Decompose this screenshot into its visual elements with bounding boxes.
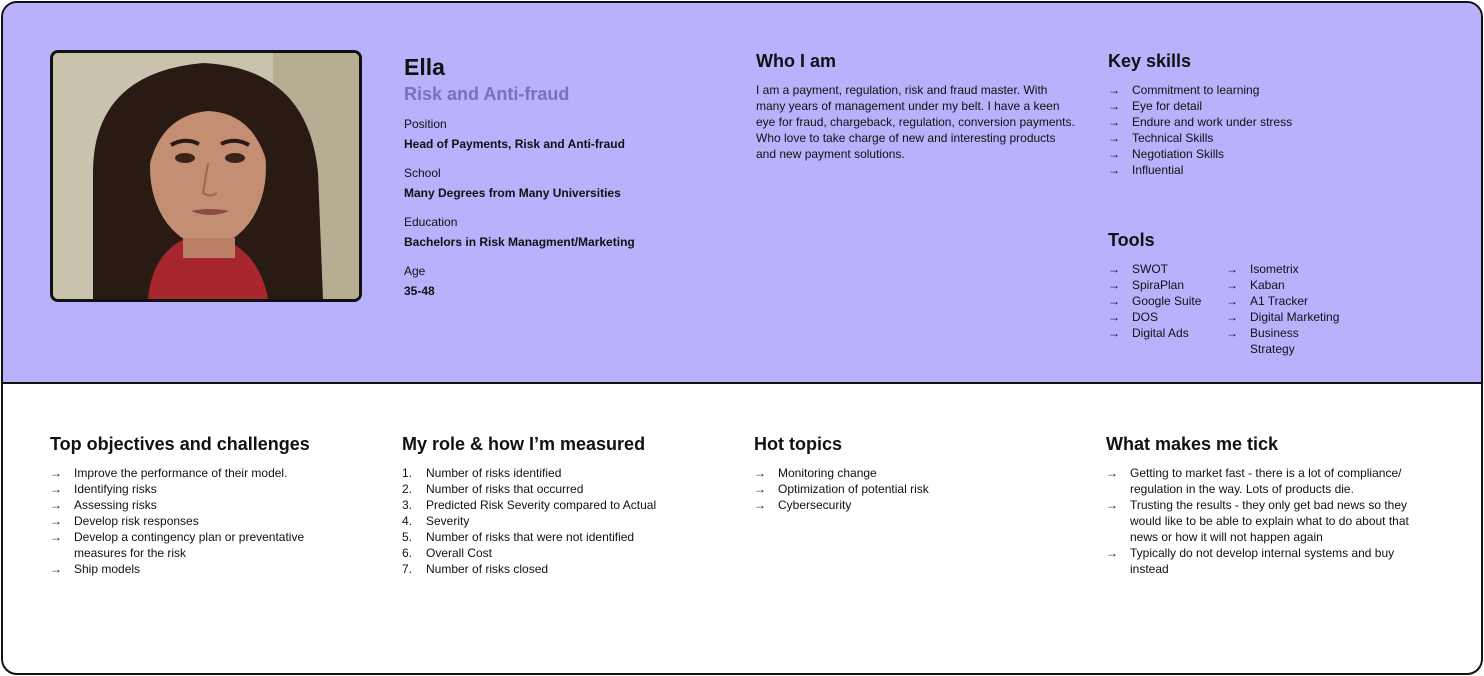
list-item: → Getting to market fast - there is a lot of compliance/ regulation in the way. Lots of products die. [1106, 466, 1402, 496]
persona-name: Ella [404, 54, 445, 80]
list-item: → Develop risk responses [50, 514, 199, 528]
list-item: → Monitoring change [754, 466, 877, 480]
key-skills-title: Key skills [1108, 51, 1192, 71]
list-item: → Influential [1108, 163, 1184, 177]
arrow-right-icon: → [754, 498, 766, 512]
arrow-right-icon: → [50, 514, 62, 528]
hot-topics-list [754, 465, 1054, 513]
arrow-right-icon: → [754, 466, 766, 480]
list-item: → Identifying risks [50, 482, 157, 496]
who-i-am-section [756, 50, 1076, 162]
arrow-right-icon: → [1106, 546, 1118, 560]
list-item: → A1 Tracker [1226, 294, 1309, 308]
list-item: → Technical Skills [1108, 131, 1214, 145]
arrow-right-icon: → [1226, 294, 1238, 308]
arrow-right-icon: → [754, 482, 766, 496]
what-makes-me-tick-list [1106, 465, 1436, 577]
list-item: → Trusting the results - they only get bad news so they would like to be able to explain what to do about that news or how it will not happen again [1106, 498, 1409, 544]
list-item: → Isometrix [1226, 262, 1299, 276]
age-label: Age [404, 264, 426, 278]
key-skills-list [1108, 82, 1428, 178]
arrow-right-icon: → [1226, 262, 1238, 276]
arrow-right-icon: → [1108, 294, 1120, 308]
objectives-section [50, 433, 340, 577]
arrow-right-icon: → [1108, 163, 1120, 177]
arrow-right-icon: → [1108, 310, 1120, 324]
age-value: 35-48 [404, 284, 435, 298]
list-item: → Cybersecurity [754, 498, 852, 512]
list-item: → Google Suite [1108, 294, 1202, 308]
arrow-right-icon: → [1226, 278, 1238, 292]
profile-photo [50, 50, 362, 302]
arrow-right-icon: → [1106, 498, 1118, 512]
list-item: 6. Overall Cost [402, 546, 493, 560]
list-item: → Improve the performance of their model. [50, 466, 288, 480]
arrow-right-icon: → [50, 482, 62, 496]
list-item: → Commitment to learning [1108, 83, 1260, 97]
persona-role: Risk and Anti-fraud [404, 84, 570, 104]
list-item: → Digital Ads [1108, 326, 1189, 340]
school-label: School [404, 166, 441, 180]
arrow-right-icon: → [1108, 278, 1120, 292]
list-item: → SpiraPlan [1108, 278, 1185, 292]
measured-list [402, 465, 702, 577]
list-item: 5. Number of risks that were not identified [402, 530, 635, 544]
arrow-right-icon: → [1108, 115, 1120, 129]
education-value: Bachelors in Risk Managment/Marketing [404, 235, 635, 249]
who-i-am-title: Who I am [756, 51, 836, 71]
education-label: Education [404, 215, 458, 229]
list-item: → Digital Marketing [1226, 310, 1340, 324]
list-item: → Eye for detail [1108, 99, 1203, 113]
hot-topics-title: Hot topics [754, 434, 842, 454]
arrow-right-icon: → [1106, 466, 1118, 480]
list-item: → Endure and work under stress [1108, 115, 1293, 129]
position-label: Position [404, 117, 447, 131]
list-item: → Assessing risks [50, 498, 157, 512]
list-item: 3. Predicted Risk Severity compared to Actual [402, 498, 657, 512]
arrow-right-icon: → [1108, 262, 1120, 276]
list-item: → Typically do not develop internal systems and buy instead [1106, 546, 1395, 576]
arrow-right-icon: → [50, 562, 62, 576]
school-value: Many Degrees from Many Universities [404, 186, 621, 200]
tools-list-left [1108, 261, 1226, 357]
list-item: 7. Number of risks closed [402, 562, 549, 576]
position-value: Head of Payments, Risk and Anti-fraud [404, 137, 625, 151]
list-item: → Ship models [50, 562, 141, 576]
arrow-right-icon: → [1108, 99, 1120, 113]
tools-list-right [1226, 261, 1344, 357]
what-makes-me-tick-title: What makes me tick [1106, 434, 1279, 454]
list-item: → SWOT [1108, 262, 1168, 276]
list-item: 4. Severity [402, 514, 470, 528]
persona-header-panel [3, 3, 1481, 384]
identity-block [404, 53, 635, 312]
arrow-right-icon: → [1108, 131, 1120, 145]
hot-topics-section [754, 433, 1054, 513]
arrow-right-icon: → [50, 466, 62, 480]
persona-card [1, 1, 1483, 675]
arrow-right-icon: → [1226, 310, 1238, 324]
arrow-right-icon: → [1226, 326, 1238, 340]
tools-title: Tools [1108, 230, 1155, 250]
arrow-right-icon: → [50, 530, 62, 544]
list-item: → Optimization of potential risk [754, 482, 929, 496]
key-skills-section [1108, 50, 1428, 178]
arrow-right-icon: → [1108, 147, 1120, 161]
list-item: → Kaban [1226, 278, 1285, 292]
measured-section [402, 433, 702, 577]
arrow-right-icon: → [1108, 326, 1120, 340]
list-item: → DOS [1108, 310, 1159, 324]
list-item: → Negotiation Skills [1108, 147, 1225, 161]
arrow-right-icon: → [50, 498, 62, 512]
objectives-list [50, 465, 340, 577]
arrow-right-icon: → [1108, 83, 1120, 97]
list-item: 1. Number of risks identified [402, 466, 562, 480]
measured-title: My role & how I’m measured [402, 434, 646, 454]
list-item: → Develop a contingency plan or preventative measures for the risk [50, 530, 305, 560]
list-item: 2. Number of risks that occurred [402, 482, 584, 496]
list-item: → Business Strategy [1226, 326, 1299, 356]
tools-section [1108, 229, 1428, 357]
who-i-am-text: I am a payment, regulation, risk and fraud master. With many years of management under my belt. I have a keen eye for fraud, chargeback, regulation, conversion payments. Who love to take charge of new and interesting products and new payment solutions. [756, 83, 1075, 161]
what-makes-me-tick-section [1106, 433, 1436, 577]
objectives-title: Top objectives and challenges [50, 434, 310, 454]
